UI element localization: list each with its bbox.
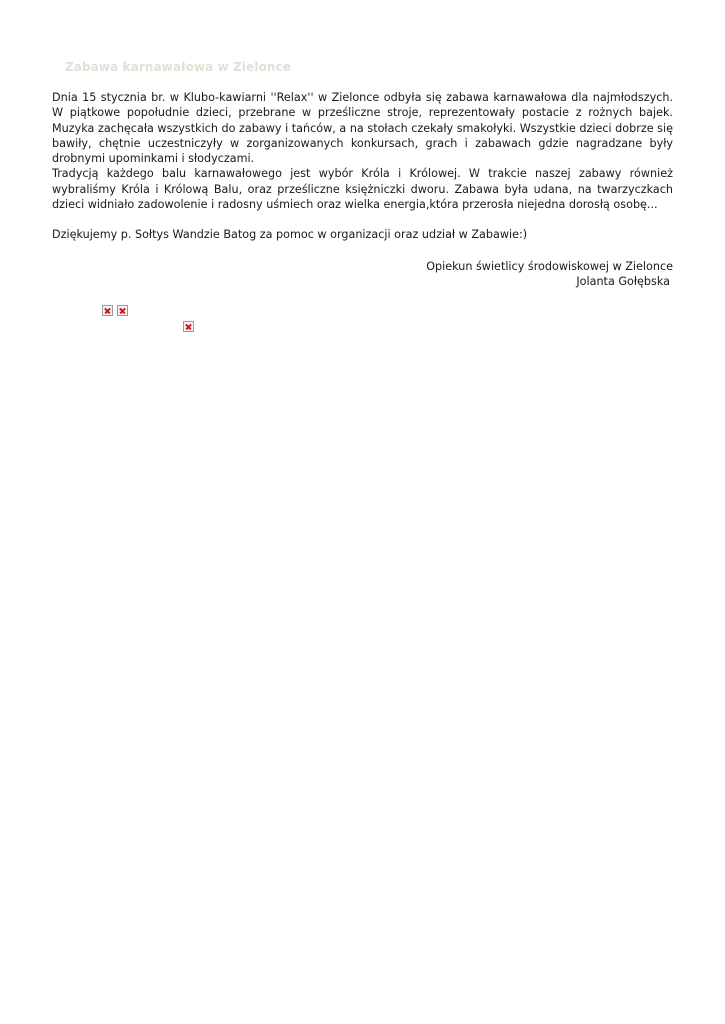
broken-image-icon — [102, 305, 113, 316]
article-paragraph-2: Tradycją każdego balu karnawałowego jest wybór Króla i Królowej. W trakcie naszej zabawy również wybraliśmy Króla i Królową Balu, oraz prześliczne księżniczki dworu. Zabawa była udana, na twarzyczkach dzieci widniało zadowolenie i radosny uśmiech oraz wielka energia,która przerosła niejedna dorosłą osobę... — [52, 167, 673, 212]
article-body — [52, 90, 673, 243]
signature-role: Opiekun świetlicy środowiskowej w Zielonce — [426, 260, 673, 273]
page-title: Zabawa karnawałowa w Zielonce — [65, 60, 291, 74]
thanks-paragraph: Dziękujemy p. Sołtys Wandzie Batog za pomoc w organizacji oraz udział w Zabawie:) — [52, 228, 528, 242]
article-paragraph-1: Dnia 15 stycznia br. w Klubo-kawiarni ''Relax'' w Zielonce odbyła się zabawa karnawałowa dla najmłodszych. W piątkowe popołudnie dzieci, przebrane w prześliczne stroje, reprezentowały postacie z rożnych bajek. Muzyka zachęcała wszystkich do zabawy i tańców, a na stołach czekały smakołyki. Wszystkie dzieci dobrze się bawiły, chętnie uczestniczyły w zorganizowanych konkursach, grach i zabawach gdzie nagradzane były drobnymi upominkami i słodyczami. — [52, 91, 673, 166]
signature-name: Jolanta Gołębska — [576, 275, 670, 289]
broken-image-icon — [183, 321, 194, 332]
signature-block — [426, 259, 673, 290]
broken-image-icon — [117, 305, 128, 316]
